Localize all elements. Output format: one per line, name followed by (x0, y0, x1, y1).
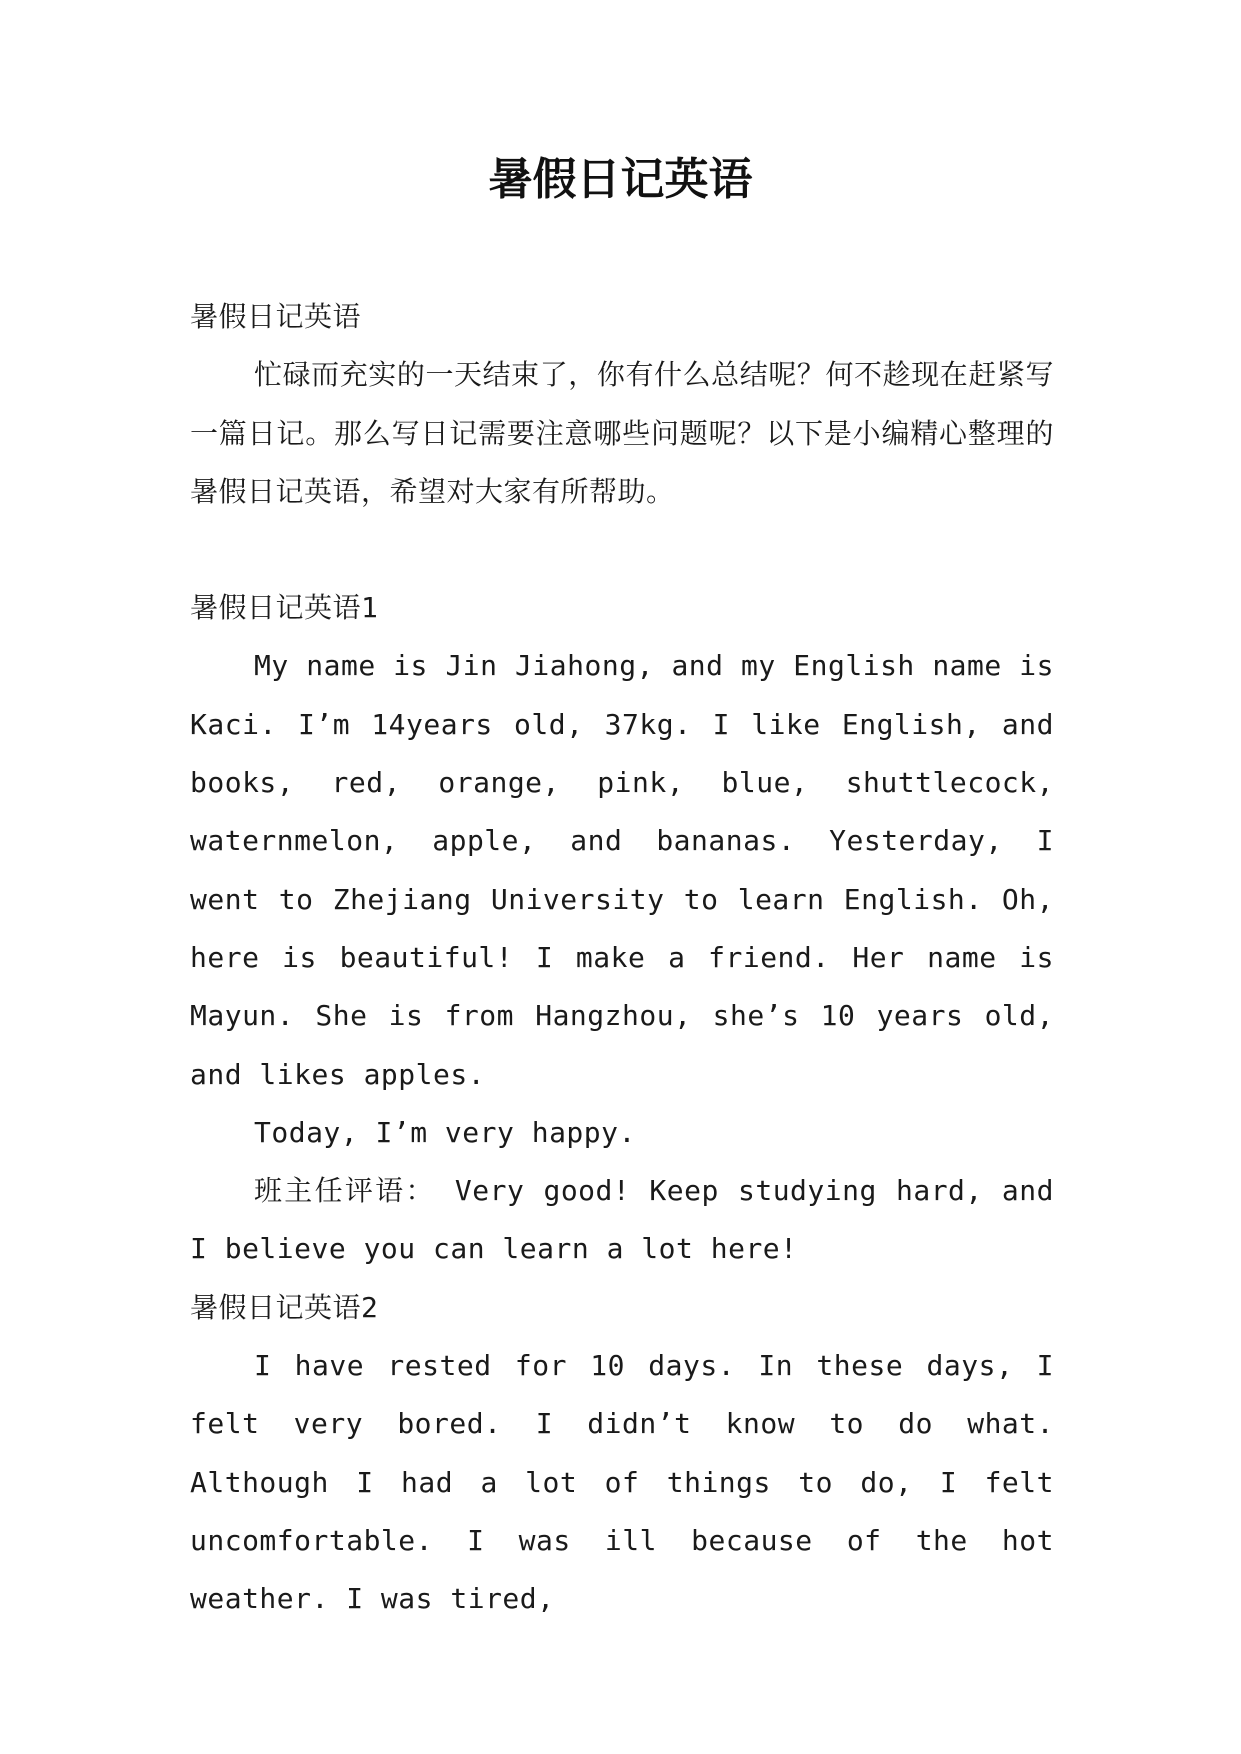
section-1-heading: 暑假日记英语1 (190, 591, 379, 625)
document-body (190, 288, 1054, 1629)
intro-paragraph: 忙碌而充实的一天结束了，你有什么总结呢？何不趁现在赶紧写一篇日记。那么写日记需要注意哪些问题呢？以下是小编精心整理的暑假日记英语，希望对大家有所帮助。 (190, 358, 1054, 508)
document-title: 暑假日记英语 (488, 154, 753, 205)
section-2-paragraph-1: I have rested for 10 days. In these days, I felt very bored. I didn’t know to do what. Although I had a lot of things to do, I felt uncomfortable. I was ill because of the hot weather. I was tired, (190, 1349, 1054, 1616)
section-1-paragraph-2: Today, I’m very happy. (254, 1115, 636, 1149)
section-1-teacher-comment: 班主任评语： Very good! Keep studying hard, and I believe you can learn a lot here! (190, 1174, 1054, 1266)
section-2-heading: 暑假日记英语2 (190, 1290, 379, 1324)
section-1-paragraph-1: My name is Jin Jiahong, and my English name is Kaci. I’m 14years old, 37kg. I like English, and books, red, orange, pink, blue, shuttlecock, waternmelon, apple, and bananas. Yesterday, I went to Zhejiang University to learn English. Oh, here is beautiful! I make a friend. Her name is Mayun. She is from Hangzhou, she’s 10 years old, and likes apples. (190, 649, 1054, 1091)
intro-heading: 暑假日记英语 (190, 300, 362, 333)
paragraph-spacer (190, 521, 1054, 579)
